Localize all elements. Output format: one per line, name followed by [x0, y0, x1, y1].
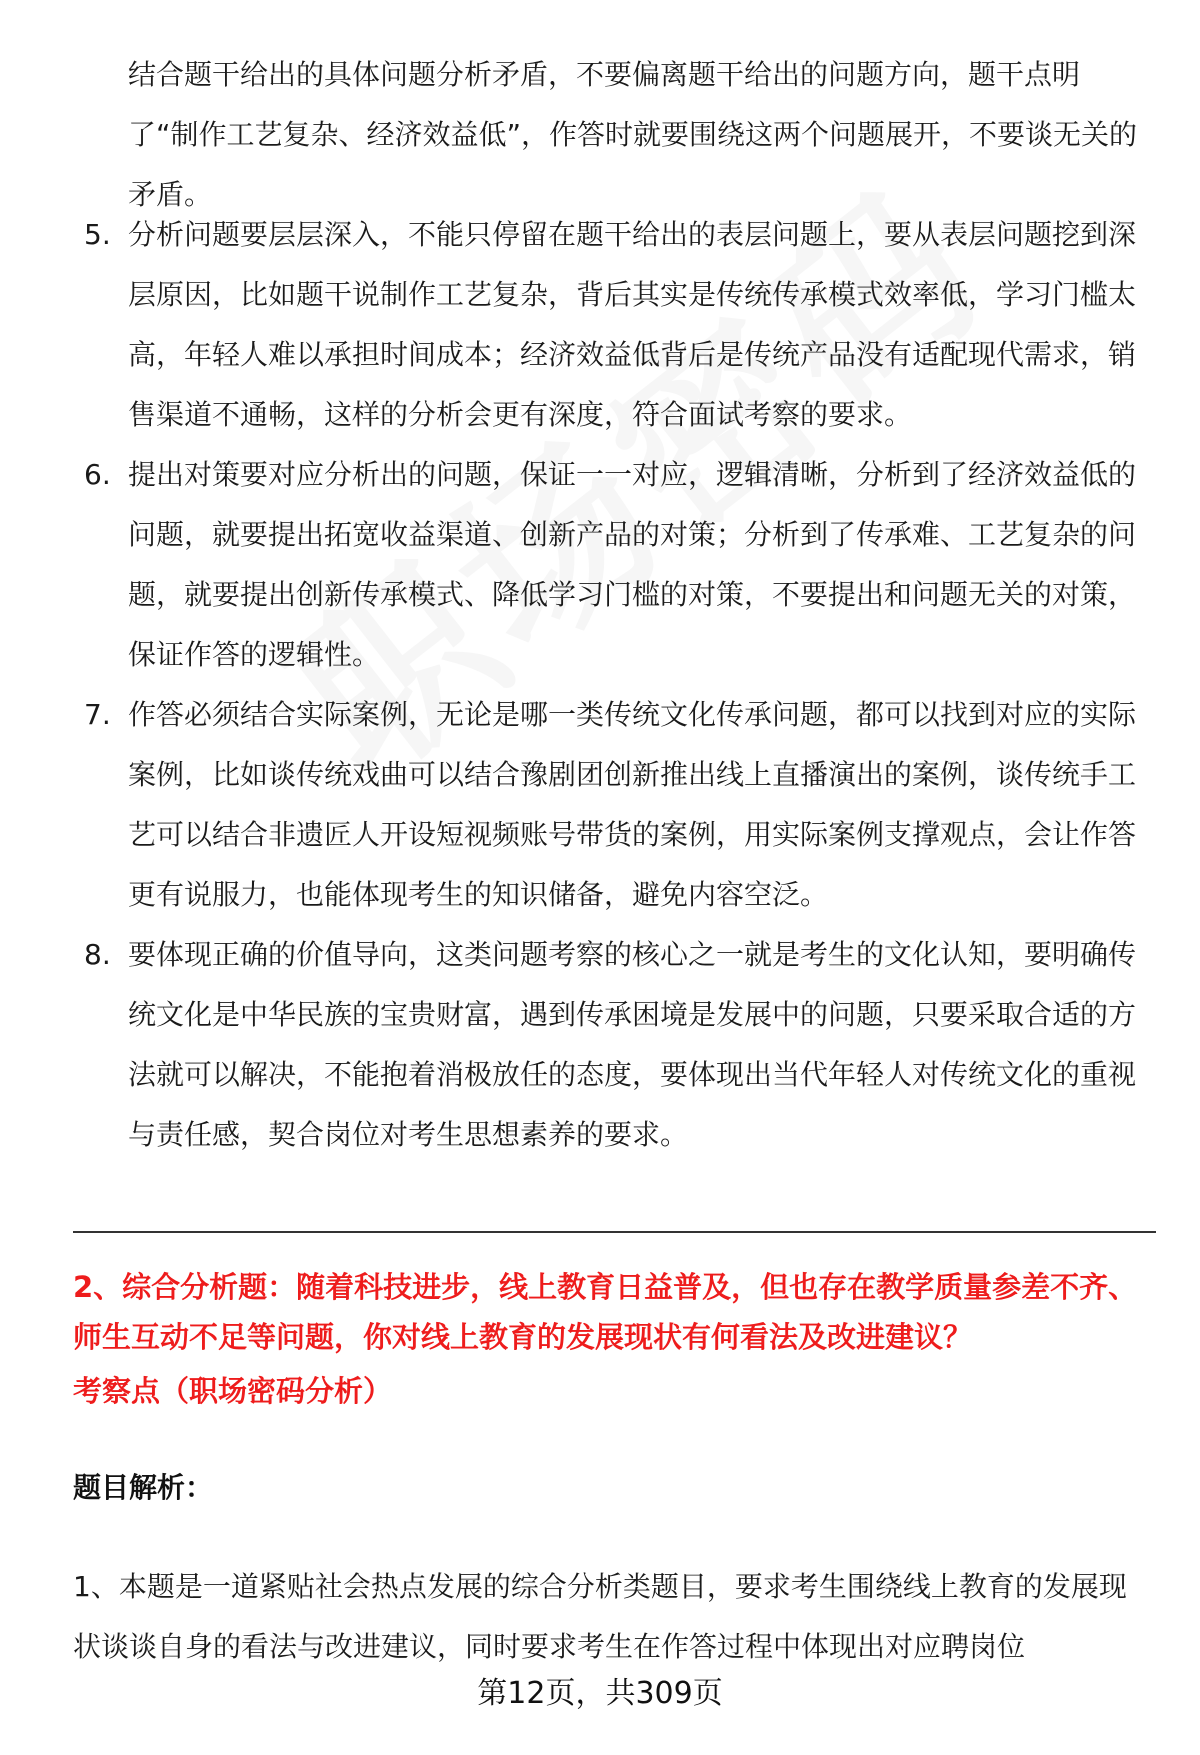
analysis-paragraph: 1、本题是一道紧贴社会热点发展的综合分析类题目，要求考生围绕线上教育的发展现状谈谈自身的看法与改进建议，同时要求考生在作答过程中体现出对应聘岗位 [73, 1570, 1127, 1663]
list-number: 5. [84, 218, 111, 251]
list-number: 8. [84, 938, 111, 971]
list-text: 分析问题要层层深入，不能只停留在题干给出的表层问题上，要从表层问题挖到深层原因，比如题干说制作工艺复杂，背后其实是传统传承模式效率低，学习门槛太高，年轻人难以承担时间成本；经济效益低背后是传统产品没有适配现代需求，销售渠道不通畅，这样的分析会更有深度，符合面试考察的要求。 [128, 218, 1137, 431]
exam-point-label: 考察点（职场密码分析） [73, 1374, 393, 1408]
intro-paragraph: 结合题干给出的具体问题分析矛盾，不要偏离题干给出的问题方向，题干点明了“制作工艺复杂、经济效益低”，作答时就要围绕这两个问题展开，不要谈无关的矛盾。 [128, 58, 1138, 211]
list-text: 提出对策要对应分析出的问题，保证一一对应，逻辑清晰，分析到了经济效益低的问题，就要提出拓宽收益渠道、创新产品的对策；分析到了传承难、工艺复杂的问题，就要提出创新传承模式、降低学习门槛的对策，不要提出和问题无关的对策，保证作答的逻辑性。 [128, 458, 1137, 671]
analysis-title: 题目解析： [73, 1471, 214, 1504]
page-number-footer: 第12页，共309页 [477, 1676, 723, 1711]
list-text: 要体现正确的价值导向，这类问题考察的核心之一就是考生的文化认知，要明确传统文化是中华民族的宝贵财富，遇到传承困境是发展中的问题，只要采取合适的方法就可以解决，不能抱着消极放任的态度，要体现出当代年轻人对传统文化的重视与责任感，契合岗位对考生思想素养的要求。 [128, 938, 1137, 1151]
list-item-8 [84, 925, 1144, 1165]
list-text: 作答必须结合实际案例，无论是哪一类传统文化传承问题，都可以找到对应的实际案例，比如谈传统戏曲可以结合豫剧团创新推出线上直播演出的案例，谈传统手工艺可以结合非遗匠人开设短视频账号带货的案例，用实际案例支撑观点，会让作答更有说服力，也能体现考生的知识储备，避免内容空泛。 [128, 698, 1137, 911]
list-number: 7. [84, 698, 111, 731]
list-item-5 [84, 205, 1144, 445]
list-number: 6. [84, 458, 111, 491]
section-divider [73, 1231, 1156, 1233]
list-item-6 [84, 445, 1144, 685]
list-item-7 [84, 685, 1144, 925]
question-heading: 2、综合分析题：随着科技进步，线上教育日益普及，但也存在教学质量参差不齐、师生互动不足等问题，你对线上教育的发展现状有何看法及改进建议？ [73, 1270, 1138, 1354]
